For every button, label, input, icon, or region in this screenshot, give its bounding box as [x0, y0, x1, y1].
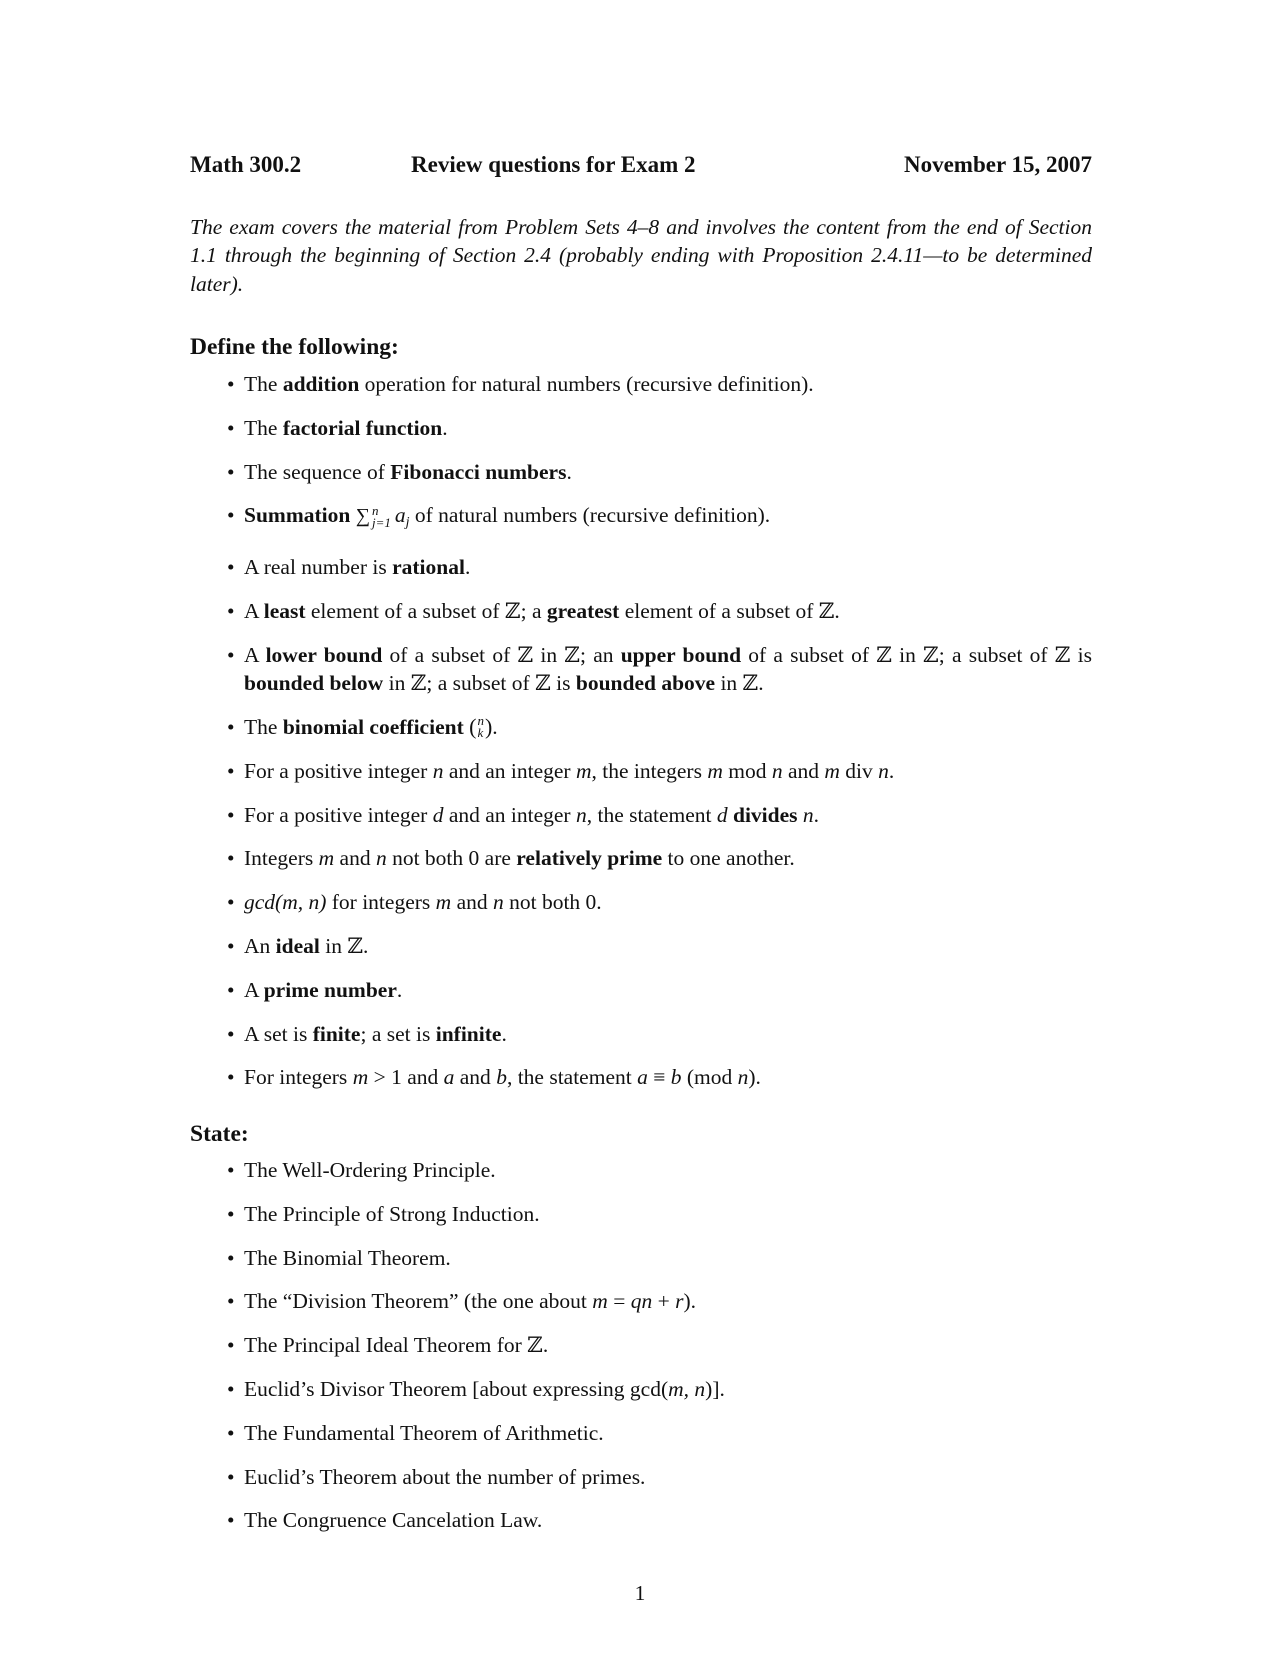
- text: and: [334, 846, 376, 871]
- text: to one another.: [662, 846, 795, 871]
- list-item: [227, 1287, 1092, 1315]
- subscript: j: [405, 515, 410, 531]
- text: , the statement: [506, 1065, 638, 1090]
- bullet-icon: •: [227, 1420, 235, 1445]
- text: for integers: [326, 890, 436, 915]
- text: The Principal Ideal Theorem for ℤ.: [244, 1333, 549, 1358]
- bullet-icon: •: [227, 933, 235, 958]
- binomial-bottom: k: [477, 725, 484, 741]
- text: div: [839, 758, 879, 783]
- text: The Principle of Strong Induction.: [244, 1201, 540, 1226]
- text: A: [244, 977, 264, 1002]
- text: in ℤ.: [715, 671, 764, 696]
- text: and an integer: [443, 758, 576, 783]
- text: =: [607, 1289, 631, 1314]
- bold-term: finite: [312, 1021, 361, 1046]
- text: The Fundamental Theorem of Arithmetic.: [244, 1420, 604, 1445]
- math-symbol: n: [737, 1065, 749, 1090]
- bullet-icon: •: [227, 1158, 235, 1182]
- bullet-icon: •: [227, 890, 235, 915]
- list-item: [227, 801, 1092, 829]
- list-item: [227, 1375, 1092, 1403]
- text: An: [244, 933, 276, 958]
- course-number: Math 300.2: [190, 152, 302, 177]
- math-symbol: gcd(m, n): [244, 890, 327, 915]
- text: .: [442, 415, 448, 440]
- math-symbol: a: [443, 1065, 455, 1090]
- text: in ℤ.: [319, 933, 369, 958]
- text: of a subset of ℤ in ℤ; an: [382, 642, 621, 667]
- list-item: [227, 713, 1092, 741]
- bullet-icon: •: [227, 415, 235, 440]
- text: and an integer: [443, 802, 576, 827]
- list-item: [227, 414, 1092, 442]
- math-symbol: m: [318, 846, 335, 871]
- bold-term: factorial function: [282, 415, 443, 440]
- bold-term: binomial coefficient: [282, 714, 464, 739]
- math-symbol: qn: [630, 1289, 653, 1314]
- list-item: [227, 1419, 1092, 1447]
- bullet-icon: •: [227, 758, 235, 783]
- math-symbol: a: [637, 1065, 648, 1090]
- text: The: [244, 415, 283, 440]
- text: .: [888, 758, 895, 783]
- text: )].: [705, 1376, 725, 1401]
- math-symbol: d: [716, 802, 728, 827]
- bullet-icon: •: [227, 846, 235, 871]
- text: ≡: [647, 1065, 671, 1090]
- list-item: [227, 597, 1092, 625]
- text: not both 0.: [503, 890, 602, 915]
- text: and: [782, 758, 825, 783]
- text: .: [501, 1021, 507, 1046]
- bullet-icon: •: [227, 555, 235, 580]
- list-item: [227, 370, 1092, 398]
- math-symbol: m: [707, 758, 723, 783]
- bullet-icon: •: [227, 977, 235, 1002]
- math-symbol: n: [771, 758, 783, 783]
- bold-term: infinite: [435, 1021, 502, 1046]
- text: The Binomial Theorem.: [244, 1245, 451, 1270]
- text: .: [566, 459, 572, 484]
- math-symbol: n: [802, 802, 814, 827]
- math-symbol: n: [432, 758, 444, 783]
- list-item: [227, 1063, 1092, 1091]
- math-symbol: m: [575, 758, 592, 783]
- text: mod: [722, 758, 772, 783]
- bullet-icon: •: [227, 372, 235, 396]
- upper-limit: n: [371, 502, 379, 518]
- text: .: [492, 714, 498, 739]
- bold-term: relatively prime: [516, 846, 663, 871]
- document-header: [190, 151, 1092, 179]
- list-item: [227, 976, 1092, 1004]
- bold-term: ideal: [275, 933, 320, 958]
- bold-term: bounded below: [244, 671, 384, 696]
- summation-limits: [371, 502, 391, 530]
- binomial-symbol: ( n k ): [469, 713, 493, 741]
- bold-term: greatest: [546, 598, 620, 623]
- bullet-icon: •: [227, 598, 235, 623]
- text: and: [451, 890, 493, 915]
- binomial-stack: [477, 715, 484, 739]
- bullet-icon: •: [227, 802, 235, 827]
- text: in ℤ; a subset of ℤ is: [383, 671, 576, 696]
- list-item: [227, 1506, 1092, 1534]
- text: A real number is: [244, 555, 393, 580]
- bullet-icon: •: [227, 503, 235, 528]
- text: of natural numbers (recursive definition).: [409, 503, 771, 528]
- bullet-icon: •: [227, 1021, 235, 1046]
- list-item: [227, 757, 1092, 785]
- text: Euclid’s Theorem about the number of primes.: [244, 1464, 646, 1489]
- list-item: [227, 1020, 1092, 1048]
- bold-term: addition: [282, 372, 360, 396]
- math-symbol: b: [670, 1065, 682, 1090]
- bullet-icon: •: [227, 1289, 235, 1314]
- bold-term: lower bound: [265, 642, 383, 667]
- list-item: [227, 1463, 1092, 1491]
- text: (mod: [681, 1065, 738, 1090]
- text: For a positive integer: [244, 802, 433, 827]
- text: +: [652, 1289, 676, 1314]
- text: The Congruence Cancelation Law.: [244, 1508, 543, 1533]
- list-item: [227, 1244, 1092, 1272]
- intro-paragraph: The exam covers the material from Problem Sets 4–8 and involves the content from the end of Section 1.1 through the beginning of Section 2.4 (probably ending with Proposition 2.4.11—to be determined later).: [190, 215, 1092, 296]
- text: A: [244, 642, 266, 667]
- define-list: [227, 370, 1092, 1107]
- text: For integers: [244, 1065, 353, 1090]
- text: .: [813, 802, 820, 827]
- document-title: Review questions for Exam 2: [411, 152, 696, 177]
- text: .: [396, 977, 403, 1002]
- text: The: [244, 372, 283, 396]
- math-symbol: n: [492, 890, 504, 915]
- bullet-icon: •: [227, 1464, 235, 1489]
- math-symbol: m: [352, 1065, 369, 1090]
- list-item: [227, 1331, 1092, 1359]
- bullet-icon: •: [227, 1245, 235, 1270]
- text: element of a subset of ℤ.: [619, 598, 840, 623]
- text: .: [464, 555, 471, 580]
- list-item: [227, 458, 1092, 486]
- text: A: [244, 598, 264, 623]
- text: For a positive integer: [244, 758, 433, 783]
- list-item: [227, 501, 1092, 537]
- text: element of a subset of ℤ; a: [305, 598, 547, 623]
- math-symbol: m: [824, 758, 840, 783]
- text: > 1 and: [368, 1065, 444, 1090]
- math-symbol: a: [394, 503, 406, 528]
- list-item: [227, 888, 1092, 916]
- text: Euclid’s Divisor Theorem [about expressing gcd(: [244, 1376, 669, 1401]
- list-item: [227, 553, 1092, 581]
- math-symbol: n: [575, 802, 587, 827]
- math-symbol: n: [878, 758, 889, 783]
- text: The Well-Ordering Principle.: [244, 1158, 496, 1182]
- list-item: [227, 844, 1092, 872]
- list-item: [227, 1156, 1092, 1184]
- text: ).: [683, 1289, 697, 1314]
- math-symbol: r: [675, 1289, 684, 1314]
- sigma-icon: ∑: [355, 505, 370, 528]
- list-item: [227, 1200, 1092, 1228]
- text: ; a set is: [360, 1021, 436, 1046]
- list-item: [227, 641, 1092, 698]
- text: The: [244, 714, 283, 739]
- bullet-icon: •: [227, 1508, 235, 1533]
- lower-limit: j=1: [371, 514, 391, 530]
- math-symbol: m: [592, 1289, 608, 1314]
- document-date: November 15, 2007: [903, 152, 1092, 177]
- bullet-icon: •: [227, 714, 235, 739]
- state-list: [227, 1156, 1092, 1550]
- binomial-top: n: [477, 713, 484, 729]
- text: The “Division Theorem” (the one about: [244, 1289, 593, 1314]
- bold-term: least: [263, 598, 306, 623]
- list-item: [227, 932, 1092, 960]
- page-number: 1: [634, 1581, 646, 1605]
- text: Integers: [244, 846, 319, 871]
- math-symbol: b: [496, 1065, 507, 1090]
- state-heading: State:: [190, 1121, 249, 1147]
- bullet-icon: •: [227, 1333, 235, 1358]
- bold-term: divides: [733, 802, 798, 827]
- text: and: [454, 1065, 497, 1090]
- math-symbol: m: [435, 890, 452, 915]
- define-heading: Define the following:: [190, 334, 399, 360]
- bullet-icon: •: [227, 1065, 235, 1090]
- bold-term: Summation: [244, 503, 351, 528]
- math-symbol: m, n: [668, 1376, 706, 1401]
- math-symbol: d: [432, 802, 444, 827]
- summation-symbol: [356, 502, 395, 530]
- text: The sequence of: [244, 459, 391, 484]
- text: operation for natural numbers (recursive definition).: [359, 372, 814, 396]
- text: not both 0 are: [386, 846, 517, 871]
- math-symbol: n: [375, 846, 387, 871]
- bold-term: upper bound: [620, 642, 742, 667]
- bullet-icon: •: [227, 642, 235, 667]
- bullet-icon: •: [227, 1376, 235, 1401]
- bullet-icon: •: [227, 459, 235, 484]
- text: ).: [748, 1065, 761, 1090]
- bold-term: bounded above: [575, 671, 716, 696]
- bullet-icon: •: [227, 1201, 235, 1226]
- bold-term: Fibonacci numbers: [390, 459, 567, 484]
- text: A set is: [244, 1021, 313, 1046]
- text: of a subset of ℤ in ℤ; a subset of ℤ is: [741, 642, 1093, 667]
- bold-term: rational: [392, 555, 465, 580]
- bold-term: prime number: [263, 977, 397, 1002]
- text: , the integers: [591, 758, 708, 783]
- text: , the statement: [586, 802, 717, 827]
